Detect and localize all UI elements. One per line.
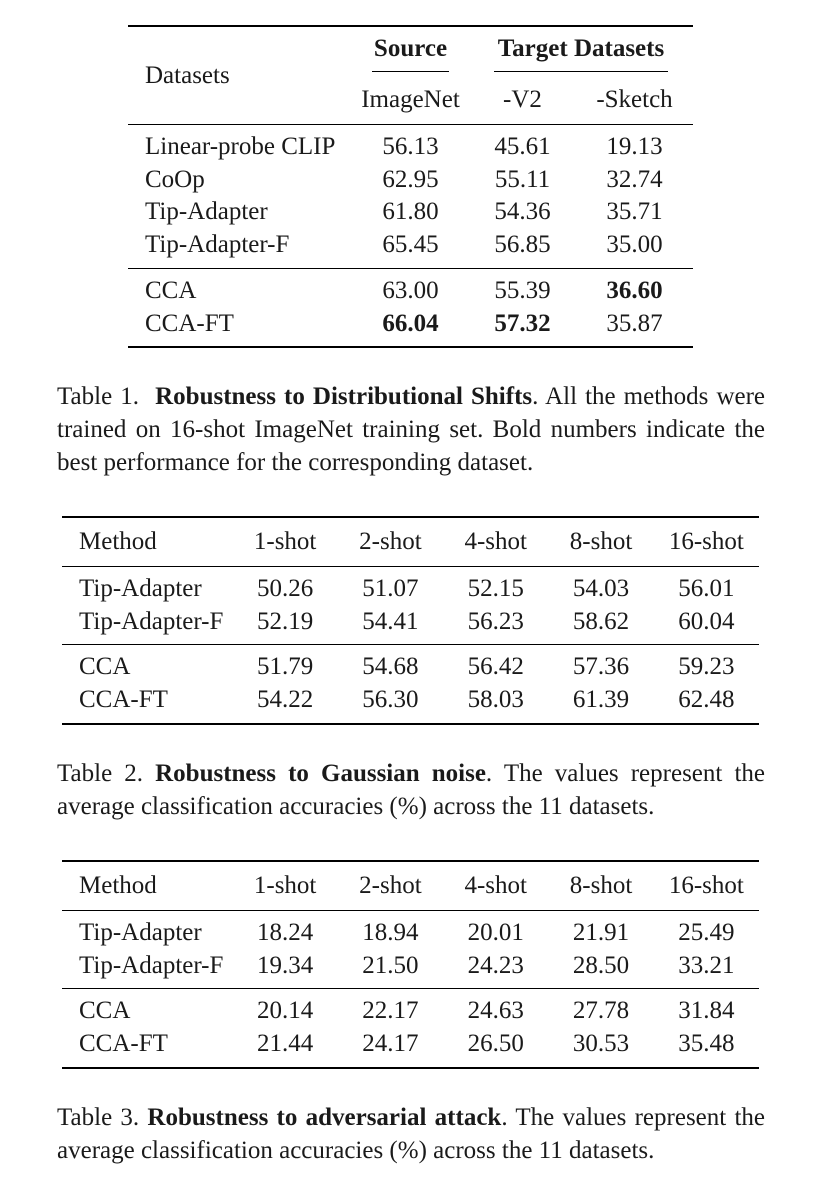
value-cell: 56.23 (467, 607, 524, 635)
value-cell: 51.07 (338, 567, 443, 606)
value-cell: 58.03 (467, 686, 524, 714)
value-cell: 52.19 (257, 607, 314, 635)
value-cell: 54.22 (257, 686, 314, 714)
value-cell: 58.62 (572, 607, 630, 635)
table-row (62, 911, 759, 950)
value-cell: 56.30 (362, 686, 419, 714)
value-cell: 56.85 (494, 231, 551, 259)
caption-title: Robustness to Gaussian noise (155, 760, 486, 787)
value-cell: 35.71 (606, 198, 663, 226)
caption-title: Robustness to adversarial attack (147, 1104, 502, 1131)
table-row (128, 229, 693, 268)
value-cell: 24.23 (467, 951, 524, 979)
value-cell: 55.11 (494, 165, 551, 193)
value-cell: 31.84 (654, 989, 759, 1028)
value-cell: 21.50 (362, 951, 419, 979)
value-cell-best: 36.60 (576, 268, 693, 307)
method-name: Tip-Adapter (62, 567, 232, 606)
value-cell: 56.13 (352, 125, 469, 164)
header-shot: 8-shot (569, 528, 633, 555)
method-name: Tip-Adapter-F (79, 607, 224, 635)
header-shot: 16-shot (668, 872, 744, 899)
value-cell: 35.48 (678, 1030, 735, 1058)
table-adversarial-attack (62, 860, 759, 1069)
value-cell: 55.39 (469, 268, 576, 307)
value-cell: 20.01 (443, 911, 548, 950)
header-method: Method (79, 872, 157, 899)
method-name: Tip-Adapter-F (79, 951, 224, 979)
subheader-v2: -V2 (503, 85, 542, 113)
value-cell: 56.01 (654, 567, 759, 606)
method-name: CCA-FT (145, 309, 234, 337)
header-target-datasets: Target Datasets (494, 35, 668, 72)
value-cell: 56.42 (443, 645, 548, 684)
value-cell: 60.04 (678, 607, 735, 635)
value-cell-best: 66.04 (382, 309, 439, 337)
table-row (62, 989, 759, 1028)
table-row (62, 567, 759, 606)
header-source: Source (372, 35, 449, 72)
value-cell: 18.24 (232, 911, 337, 950)
value-cell: 50.26 (232, 567, 337, 606)
method-name: Linear-probe CLIP (128, 125, 352, 164)
caption-body: . The values represent the average classification accuracies (%) across the 11 datasets. (57, 760, 765, 820)
value-cell: 24.17 (362, 1030, 419, 1058)
caption-body: . The values represent the average classification accuracies (%) across the 11 datasets. (57, 1104, 765, 1164)
table-row (62, 606, 759, 645)
value-cell: 26.50 (467, 1030, 524, 1058)
value-cell: 30.53 (572, 1030, 630, 1058)
table-gaussian-noise (62, 516, 759, 725)
value-cell: 18.94 (338, 911, 443, 950)
table2-caption (57, 757, 765, 823)
value-cell: 54.03 (548, 567, 653, 606)
value-cell: 45.61 (469, 125, 576, 164)
table-row (62, 950, 759, 989)
method-name: CoOp (145, 165, 205, 193)
value-cell: 59.23 (654, 645, 759, 684)
method-name: CCA (62, 989, 232, 1028)
method-name: CCA (62, 645, 232, 684)
table-row (62, 645, 759, 684)
value-cell: 65.45 (382, 231, 439, 259)
value-cell: 19.13 (576, 125, 693, 164)
value-cell: 57.36 (548, 645, 653, 684)
header-datasets: Datasets (145, 61, 230, 89)
value-cell: 19.34 (257, 951, 314, 979)
value-cell-best: 57.32 (494, 309, 551, 337)
value-cell: 54.68 (338, 645, 443, 684)
value-cell: 62.48 (678, 686, 735, 714)
value-cell: 24.63 (443, 989, 548, 1028)
value-cell: 21.44 (257, 1030, 314, 1058)
header-shot: 2-shot (359, 872, 422, 899)
method-name: Tip-Adapter (145, 198, 268, 226)
value-cell: 35.00 (606, 231, 663, 259)
subheader-imagenet: ImageNet (361, 85, 460, 113)
method-name: CCA-FT (79, 686, 168, 714)
value-cell: 63.00 (352, 268, 469, 307)
method-name: CCA-FT (79, 1030, 168, 1058)
table-row (62, 684, 759, 724)
header-shot: 4-shot (464, 872, 527, 899)
value-cell: 32.74 (606, 165, 663, 193)
value-cell: 20.14 (232, 989, 337, 1028)
value-cell: 25.49 (654, 911, 759, 950)
value-cell: 51.79 (232, 645, 337, 684)
method-name: Tip-Adapter-F (145, 231, 290, 259)
table-row (128, 196, 693, 229)
header-shot: 4-shot (464, 528, 527, 555)
table-row (128, 308, 693, 348)
table-row (128, 164, 693, 197)
caption-label: Table 2. (57, 760, 144, 787)
value-cell: 61.80 (382, 198, 439, 226)
value-cell: 27.78 (548, 989, 653, 1028)
header-shot: 2-shot (359, 528, 422, 555)
value-cell: 52.15 (443, 567, 548, 606)
caption-title: Robustness to Distributional Shifts (155, 383, 533, 410)
value-cell: 33.21 (678, 951, 735, 979)
table-row (128, 268, 693, 307)
value-cell: 22.17 (338, 989, 443, 1028)
value-cell: 28.50 (572, 951, 630, 979)
value-cell: 62.95 (382, 165, 439, 193)
header-shot: 8-shot (569, 872, 633, 899)
caption-label: Table 3. (57, 1104, 140, 1131)
subheader-sketch: -Sketch (596, 85, 673, 113)
table1-caption (57, 380, 765, 479)
value-cell: 21.91 (548, 911, 653, 950)
header-shot: 1-shot (253, 528, 317, 555)
value-cell: 61.39 (572, 686, 630, 714)
header-method: Method (79, 528, 157, 555)
caption-label: Table 1. (57, 383, 139, 410)
table-distribution-shift (128, 25, 693, 348)
table-row (128, 125, 693, 164)
caption-body: . All the methods were trained on 16-shot ImageNet training set. Bold numbers indicate the best performance for the corresponding dataset. (57, 383, 766, 476)
value-cell: 54.36 (494, 198, 551, 226)
table-row (62, 1028, 759, 1068)
header-shot: 1-shot (253, 872, 317, 899)
table3-caption (57, 1101, 765, 1167)
method-name: CCA (128, 268, 352, 307)
header-shot: 16-shot (668, 528, 744, 555)
value-cell: 54.41 (362, 607, 419, 635)
method-name: Tip-Adapter (62, 911, 232, 950)
value-cell: 35.87 (606, 309, 663, 337)
